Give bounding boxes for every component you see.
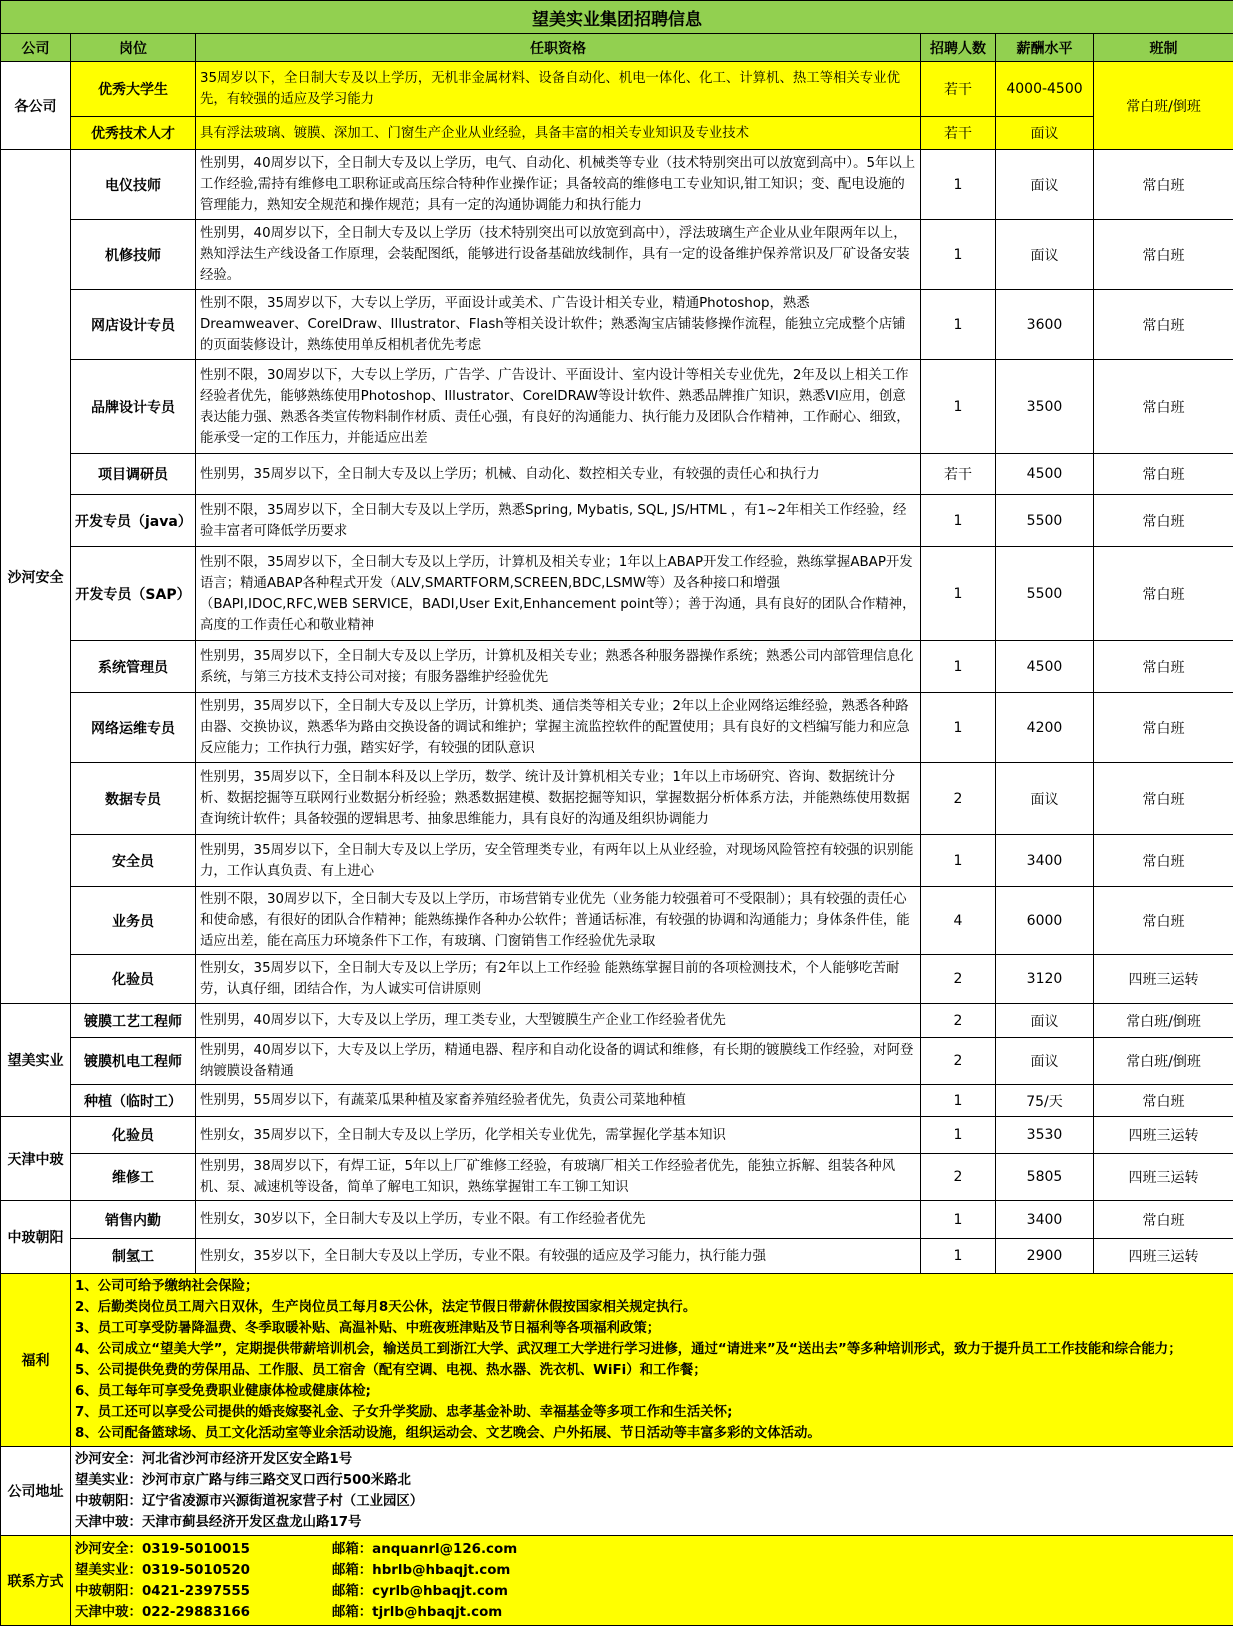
- shift-cell: 四班三运转: [1094, 1117, 1233, 1154]
- count-cell: 1: [921, 360, 996, 454]
- address-row: [1, 1447, 1233, 1536]
- contact-item: [75, 1602, 1229, 1623]
- shift-cell: 常白班: [1094, 835, 1233, 887]
- benefit-item: 4、公司成立“望美大学”，定期提供带薪培训机会，输送员工到浙江大学、武汉理工大学进行学习进修，通过“请进来”及“送出去”等多种培训形式，致力于提升员工工作技能和综合能力；: [75, 1342, 1182, 1357]
- shift-cell: 常白班: [1094, 547, 1233, 641]
- header-row: [1, 34, 1233, 62]
- benefit-item: 3、员工可享受防暑降温费、冬季取暖补贴、高温补贴、中班夜班津贴及节日福利等各项福利政策；: [75, 1321, 661, 1336]
- shift-cell: 常白班: [1094, 763, 1233, 835]
- requirements-cell: 性别男，35周岁以下，全日制大专及以上学历，计算机类、通信类等相关专业；2年以上企业网络运维经验，熟悉各种路由器、交换协议，熟悉华为路由交换设备的调试和维护；掌握主流监控软件的配置使用；具有良好的文档编写能力和应急反应能力；工作执行力强，踏实好学，有较强的团队意识: [196, 693, 921, 763]
- position-cell: 电仪技师: [71, 150, 196, 220]
- requirements-cell: 性别男，35周岁以下，全日制本科及以上学历，数学、统计及计算机相关专业；1年以上市场研究、咨询、数据统计分析、数据挖掘等互联网行业数据分析经验；熟悉数据建模、数据挖掘等知识，掌握数据分析体系方法，并能熟练使用数据查询统计软件；具备较强的逻辑思考、抽象思维能力，具有良好的沟通及组织协调能力: [196, 763, 921, 835]
- requirements-cell: 性别女，35周岁以下，全日制大专及以上学历；有2年以上工作经验 能熟练掌握目前的各项检测技术，个人能够吃苦耐劳，认真仔细，团结合作，为人诚实可信讲原则: [196, 955, 921, 1004]
- table-row: [1, 1201, 1233, 1239]
- address-label: 公司地址: [1, 1447, 71, 1536]
- col-header-requirements: 任职资格: [196, 34, 921, 62]
- benefit-item: 6、员工每年可享受免费职业健康体检或健康体检;: [75, 1384, 371, 1399]
- contact-item: [75, 1539, 1229, 1560]
- shift-cell: 四班三运转: [1094, 955, 1233, 1004]
- shift-cell: 常白班: [1094, 360, 1233, 454]
- position-cell: 机修技师: [71, 220, 196, 290]
- table-row: [1, 495, 1233, 547]
- requirements-cell: 性别女，30岁以下，全日制大专及以上学历，专业不限。有工作经验者优先: [196, 1201, 921, 1239]
- col-header-position: 岗位: [71, 34, 196, 62]
- count-cell: 2: [921, 763, 996, 835]
- contact-phone[interactable]: 望美实业：0319-5010520: [75, 1562, 250, 1578]
- count-cell: 1: [921, 150, 996, 220]
- address-item: 望美实业：沙河市京广路与纬三路交叉口西行500米路北: [75, 1473, 411, 1488]
- position-cell: 业务员: [71, 887, 196, 955]
- benefit-item: 1、公司可给予缴纳社会保险；: [75, 1279, 259, 1294]
- table-row: [1, 1117, 1233, 1154]
- contact-email[interactable]: 邮箱：hbrlb@hbaqjt.com: [332, 1562, 511, 1578]
- company-cell: 望美实业: [1, 1004, 71, 1117]
- count-cell: 若干: [921, 454, 996, 495]
- requirements-cell: 35周岁以下，全日制大专及以上学历，无机非金属材料、设备自动化、机电一体化、化工、计算机、热工等相关专业优先，有较强的适应及学习能力: [196, 62, 921, 117]
- col-header-count: 招聘人数: [921, 34, 996, 62]
- table-row: [1, 1154, 1233, 1201]
- table-row: [1, 1038, 1233, 1085]
- count-cell: 2: [921, 955, 996, 1004]
- table-row: [1, 693, 1233, 763]
- requirements-cell: 具有浮法玻璃、镀膜、深加工、门窗生产企业从业经验，具备丰富的相关专业知识及专业技术: [196, 117, 921, 150]
- count-cell: 1: [921, 1201, 996, 1239]
- table-row: [1, 547, 1233, 641]
- contact-email[interactable]: 邮箱：cyrlb@hbaqjt.com: [332, 1583, 508, 1599]
- contact-email[interactable]: 邮箱：tjrlb@hbaqjt.com: [332, 1604, 503, 1620]
- requirements-cell: 性别男，35周岁以下，全日制大专及以上学历，安全管理类专业，有两年以上从业经验，对现场风险管控有较强的识别能力，工作认真负责、有上进心: [196, 835, 921, 887]
- count-cell: 若干: [921, 62, 996, 117]
- benefits-label: 福利: [1, 1274, 71, 1447]
- shift-cell: 常白班: [1094, 1085, 1233, 1117]
- salary-cell: 6000: [996, 887, 1094, 955]
- requirements-cell: 性别不限，35周岁以下，大专以上学历，平面设计或美术、广告设计相关专业，精通Photoshop，熟悉Dreamweaver、CorelDraw、Illustrator、Flash等相关设计软件；熟悉淘宝店铺装修操作流程，能独立完成整个店铺的页面装修设计，熟练使用单反相机者优先考虑: [196, 290, 921, 360]
- count-cell: 1: [921, 693, 996, 763]
- count-cell: 2: [921, 1004, 996, 1038]
- contact-phone[interactable]: 中玻朝阳：0421-2397555: [75, 1583, 250, 1599]
- job-rows: [1, 62, 1233, 1274]
- count-cell: 若干: [921, 117, 996, 150]
- table-row: [1, 1239, 1233, 1274]
- table-row: [1, 290, 1233, 360]
- requirements-cell: 性别男，35周岁以下，全日制大专及以上学历，计算机及相关专业；熟悉各种服务器操作系统；熟悉公司内部管理信息化系统，与第三方技术支持公司对接；有服务器维护经验优先: [196, 641, 921, 693]
- position-cell: 化验员: [71, 955, 196, 1004]
- table-row: [1, 150, 1233, 220]
- salary-cell: 面议: [996, 117, 1094, 150]
- table-row: [1, 955, 1233, 1004]
- contact-phone[interactable]: 天津中玻：022-29883166: [75, 1604, 250, 1620]
- position-cell: 优秀技术人才: [71, 117, 196, 150]
- shift-cell: 常白班/倒班: [1094, 1004, 1233, 1038]
- col-header-salary: 薪酬水平: [996, 34, 1094, 62]
- contact-item: [75, 1560, 1229, 1581]
- contact-item: [75, 1581, 1229, 1602]
- count-cell: 1: [921, 1117, 996, 1154]
- position-cell: 制氢工: [71, 1239, 196, 1274]
- salary-cell: 3500: [996, 360, 1094, 454]
- salary-cell: 面议: [996, 763, 1094, 835]
- shift-cell: 常白班: [1094, 454, 1233, 495]
- benefits-list: [71, 1274, 1233, 1447]
- table-row: [1, 835, 1233, 887]
- salary-cell: 4500: [996, 454, 1094, 495]
- address-item: 中玻朝阳：辽宁省凌源市兴源街道祝家营子村（工业园区）: [75, 1494, 424, 1509]
- salary-cell: 3400: [996, 1201, 1094, 1239]
- shift-cell: 常白班: [1094, 693, 1233, 763]
- requirements-cell: 性别男，40周岁以下，大专及以上学历，理工类专业，大型镀膜生产企业工作经验者优先: [196, 1004, 921, 1038]
- salary-cell: 4200: [996, 693, 1094, 763]
- salary-cell: 2900: [996, 1239, 1094, 1274]
- salary-cell: 5500: [996, 495, 1094, 547]
- shift-cell: 常白班: [1094, 887, 1233, 955]
- requirements-cell: 性别不限，30周岁以下，大专以上学历，广告学、广告设计、平面设计、室内设计等相关专业优先，2年及以上相关工作经验者优先，能够熟练使用Photoshop、Illustrator、CorelDRAW等设计软件、熟悉品牌推广知识，熟悉VI应用，创意表达能力强、熟悉各类宣传物料制作材质、责任心强，有良好的沟通能力、执行能力及团队合作精神，工作耐心、细致，能承受一定的工作压力，并能适应出差: [196, 360, 921, 454]
- position-cell: 优秀大学生: [71, 62, 196, 117]
- position-cell: 化验员: [71, 1117, 196, 1154]
- salary-cell: 5500: [996, 547, 1094, 641]
- company-cell: 中玻朝阳: [1, 1201, 71, 1274]
- position-cell: 品牌设计专员: [71, 360, 196, 454]
- requirements-cell: 性别不限，30周岁以下，全日制大专及以上学历，市场营销专业优先（业务能力较强着可不受限制）；具有较强的责任心和使命感，有很好的团队合作精神；能熟练操作各种办公软件；普通话标准，有较强的协调和沟通能力；身体条件佳，能适应出差，能在高压力环境条件下工作，有玻璃、门窗销售工作经验优先录取: [196, 887, 921, 955]
- position-cell: 安全员: [71, 835, 196, 887]
- count-cell: 1: [921, 1239, 996, 1274]
- address-list: [71, 1447, 1233, 1536]
- shift-cell: 常白班: [1094, 290, 1233, 360]
- position-cell: 镀膜工艺工程师: [71, 1004, 196, 1038]
- salary-cell: 3530: [996, 1117, 1094, 1154]
- shift-cell: 常白班: [1094, 1201, 1233, 1239]
- table-row: [1, 220, 1233, 290]
- contact-phone[interactable]: 沙河安全：0319-5010015: [75, 1541, 250, 1557]
- footer-section: [1, 1274, 1233, 1626]
- position-cell: 销售内勤: [71, 1201, 196, 1239]
- position-cell: 系统管理员: [71, 641, 196, 693]
- requirements-cell: 性别女，35周岁以下，全日制大专及以上学历，化学相关专业优先，需掌握化学基本知识: [196, 1117, 921, 1154]
- benefit-item: 2、后勤类岗位员工周六日双休，生产岗位员工每月8天公休，法定节假日带薪休假按国家相关规定执行。: [75, 1300, 697, 1315]
- shift-cell: 常白班: [1094, 150, 1233, 220]
- table-row: [1, 641, 1233, 693]
- count-cell: 4: [921, 887, 996, 955]
- position-cell: 镀膜机电工程师: [71, 1038, 196, 1085]
- salary-cell: 面议: [996, 1004, 1094, 1038]
- address-item: 天津中玻：天津市蓟县经济开发区盘龙山路17号: [75, 1515, 362, 1530]
- position-cell: 种植（临时工）: [71, 1085, 196, 1117]
- table-row: [1, 1085, 1233, 1117]
- count-cell: 1: [921, 641, 996, 693]
- address-item: 沙河安全：河北省沙河市经济开发区安全路1号: [75, 1452, 353, 1467]
- salary-cell: 3120: [996, 955, 1094, 1004]
- requirements-cell: 性别不限，35周岁以下，全日制大专及以上学历，熟悉Spring, Mybatis, SQL, JS/HTML ，有1~2年相关工作经验，经验丰富者可降低学历要求: [196, 495, 921, 547]
- col-header-shift: 班制: [1094, 34, 1233, 62]
- requirements-cell: 性别男，55周岁以下，有蔬菜瓜果种植及家畜养殖经验者优先，负责公司菜地种植: [196, 1085, 921, 1117]
- table-row: [1, 763, 1233, 835]
- count-cell: 1: [921, 290, 996, 360]
- requirements-cell: 性别不限，35周岁以下，全日制大专及以上学历，计算机及相关专业；1年以上ABAP开发工作经验，熟练掌握ABAP开发语言；精通ABAP各种程式开发（ALV,SMARTFORM,SCREEN,BDC,LSMW等）及各种接口和增强（BAPI,IDOC,RFC,WEB SERVICE，BADI,User Exit,Enhancement point等）；善于沟通，具有良好的团队合作精神，高度的工作责任心和敬业精神: [196, 547, 921, 641]
- salary-cell: 5805: [996, 1154, 1094, 1201]
- requirements-cell: 性别男，40周岁以下，大专及以上学历，精通电器、程序和自动化设备的调试和维修，有长期的镀膜线工作经验，对阿登纳镀膜设备精通: [196, 1038, 921, 1085]
- salary-cell: 4500: [996, 641, 1094, 693]
- table-row: [1, 117, 1233, 150]
- benefit-item: 5、公司提供免费的劳保用品、工作服、员工宿舍（配有空调、电视、热水器、洗衣机、WiFi）和工作餐；: [75, 1363, 707, 1378]
- position-cell: 数据专员: [71, 763, 196, 835]
- position-cell: 网络运维专员: [71, 693, 196, 763]
- count-cell: 1: [921, 1085, 996, 1117]
- requirements-cell: 性别男，40周岁以下，全日制大专及以上学历（技术特别突出可以放宽到高中），浮法玻璃生产企业从业年限两年以上，熟知浮法生产线设备工作原理，会装配图纸，能够进行设备基础放线制作，具有一定的设备维护保养常识及厂矿设备安装经验。: [196, 220, 921, 290]
- shift-cell: 常白班: [1094, 641, 1233, 693]
- col-header-company: 公司: [1, 34, 71, 62]
- requirements-cell: 性别女，35岁以下，全日制大专及以上学历，专业不限。有较强的适应及学习能力，执行能力强: [196, 1239, 921, 1274]
- requirements-cell: 性别男，40周岁以下，全日制大专及以上学历，电气、自动化、机械类等专业（技术特别突出可以放宽到高中）。5年以上工作经验,需持有维修电工职称证或高压综合特种作业操作证；具备较高的维修电工专业知识,钳工知识；变、配电设施的管理能力，熟知安全规范和操作规范；具有一定的沟通协调能力和执行能力: [196, 150, 921, 220]
- shift-cell: 常白班/倒班: [1094, 62, 1233, 150]
- salary-cell: 75/天: [996, 1085, 1094, 1117]
- company-cell: 各公司: [1, 62, 71, 150]
- table-row: [1, 1004, 1233, 1038]
- count-cell: 2: [921, 1038, 996, 1085]
- position-cell: 维修工: [71, 1154, 196, 1201]
- shift-cell: 常白班/倒班: [1094, 1038, 1233, 1085]
- position-cell: 网店设计专员: [71, 290, 196, 360]
- shift-cell: 四班三运转: [1094, 1154, 1233, 1201]
- salary-cell: 面议: [996, 150, 1094, 220]
- table-row: [1, 360, 1233, 454]
- shift-cell: 四班三运转: [1094, 1239, 1233, 1274]
- contact-row: [1, 1536, 1233, 1626]
- salary-cell: 3400: [996, 835, 1094, 887]
- table-row: [1, 62, 1233, 117]
- position-cell: 开发专员（java）: [71, 495, 196, 547]
- count-cell: 1: [921, 495, 996, 547]
- count-cell: 1: [921, 220, 996, 290]
- contact-email[interactable]: 邮箱：anquanrl@126.com: [332, 1541, 518, 1557]
- benefit-item: 8、公司配备篮球场、员工文化活动室等业余活动设施，组织运动会、文艺晚会、户外拓展、节日活动等丰富多彩的文体活动。: [75, 1426, 821, 1441]
- company-cell: 沙河安全: [1, 150, 71, 1004]
- contact-label: 联系方式: [1, 1536, 71, 1626]
- salary-cell: 3600: [996, 290, 1094, 360]
- company-cell: 天津中玻: [1, 1117, 71, 1201]
- salary-cell: 面议: [996, 220, 1094, 290]
- count-cell: 1: [921, 835, 996, 887]
- position-cell: 项目调研员: [71, 454, 196, 495]
- position-cell: 开发专员（SAP）: [71, 547, 196, 641]
- benefits-row: [1, 1274, 1233, 1447]
- page-title: 望美实业集团招聘信息: [1, 1, 1233, 34]
- requirements-cell: 性别男，38周岁以下，有焊工证，5年以上厂矿维修工经验，有玻璃厂相关工作经验者优先，能独立拆解、组装各种风机、泵、减速机等设备，简单了解电工知识，熟练掌握钳工车工铆工知识: [196, 1154, 921, 1201]
- shift-cell: 常白班: [1094, 495, 1233, 547]
- table-row: [1, 887, 1233, 955]
- salary-cell: 4000-4500: [996, 62, 1094, 117]
- requirements-cell: 性别男，35周岁以下，全日制大专及以上学历；机械、自动化、数控相关专业，有较强的责任心和执行力: [196, 454, 921, 495]
- salary-cell: 面议: [996, 1038, 1094, 1085]
- benefit-item: 7、员工还可以享受公司提供的婚丧嫁娶礼金、子女升学奖励、忠孝基金补助、幸福基金等多项工作和生活关怀;: [75, 1405, 733, 1420]
- count-cell: 1: [921, 547, 996, 641]
- table-row: [1, 454, 1233, 495]
- shift-cell: 常白班: [1094, 220, 1233, 290]
- contact-list: [71, 1536, 1233, 1626]
- count-cell: 2: [921, 1154, 996, 1201]
